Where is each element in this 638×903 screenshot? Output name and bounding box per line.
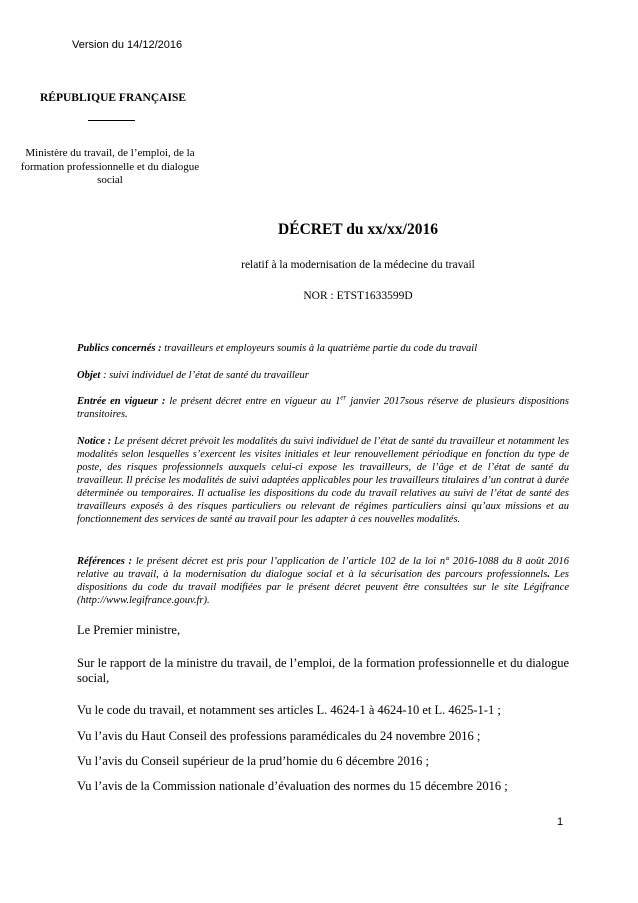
notice-label: Notice : bbox=[77, 436, 112, 447]
entree-paragraph bbox=[77, 395, 569, 421]
notice-text: Le présent décret prévoit les modalités du suivi individuel de l’état de santé du travailleur et notamment les modalités selon lesquelles s’exercent les visites initiales et leur renouvellement périodique en fonction du type de poste, des risques professionnels auxquels celui-ci expose les travailleurs, de l’âge et de l’état de santé du travailleur. Il précise les modalités de suivi adaptées applicables pour les travailleurs titulaires d’un contrat à durée déterminée ou temporaires. Il actualise les dispositions du code du travail relatives au suivi de l’état de santé des travailleurs exposés à des risques particuliers ou relevant de régimes particuliers ainsi qu’aux missions et au fonctionnement des services de santé au travail pour les adapter à ces nouvelles modalités. bbox=[77, 436, 569, 525]
entree-text-a: le présent décret entre en vigueur au 1 bbox=[165, 396, 341, 407]
references-paragraph bbox=[77, 555, 569, 607]
separator-rule bbox=[88, 120, 135, 121]
entree-sup: er bbox=[340, 393, 347, 402]
vu-commission: Vu l’avis de la Commission nationale d’évaluation des normes du 15 décembre 2016 ; bbox=[77, 779, 508, 793]
references-text-a: le présent décret est pris pour l’application de l’article 102 de la loi n° 2016-1088 du 8 août 2016 relative au travail, à la modernisation du dialogue social et à la sécurisation des parcours professionnels bbox=[77, 556, 569, 580]
decree-subtitle: relatif à la modernisation de la médecine du travail bbox=[241, 259, 475, 271]
version-date: Version du 14/12/2016 bbox=[72, 39, 183, 51]
page-number: 1 bbox=[557, 816, 564, 828]
entree-label: Entrée en vigueur : bbox=[77, 396, 166, 407]
references-text-b: Les dispositions du code du travail modifiées par le présent décret peuvent être consultées sur le site Légifrance (http://www.legifrance.gouv.fr). bbox=[77, 569, 570, 606]
objet-label: Objet bbox=[77, 370, 101, 381]
objet-paragraph bbox=[77, 369, 569, 382]
vu-conseil-superieur: Vu l’avis du Conseil supérieur de la prud’homie du 6 décembre 2016 ; bbox=[77, 754, 429, 768]
publics-label: Publics concernés : bbox=[77, 343, 162, 354]
objet-text: : suivi individuel de l’état de santé du travailleur bbox=[100, 370, 309, 381]
vu-haut-conseil: Vu l’avis du Haut Conseil des professions paramédicales du 24 novembre 2016 ; bbox=[77, 729, 481, 743]
references-dot: . bbox=[547, 569, 550, 580]
publics-text: travailleurs et employeurs soumis à la quatrième partie du code du travail bbox=[161, 343, 478, 354]
vu-code-travail: Vu le code du travail, et notamment ses articles L. 4624-1 à 4624-10 et L. 4625-1-1 ; bbox=[77, 703, 501, 717]
references-label: Références : bbox=[77, 556, 133, 567]
decree-nor: NOR : ETST1633599D bbox=[303, 290, 413, 302]
publics-paragraph bbox=[77, 342, 569, 355]
notice-paragraph bbox=[77, 435, 569, 526]
republic-heading: RÉPUBLIQUE FRANÇAISE bbox=[40, 92, 187, 104]
decree-title: DÉCRET du xx/xx/2016 bbox=[278, 221, 438, 238]
premier-ministre: Le Premier ministre, bbox=[77, 623, 181, 637]
ministry-name: Ministère du travail, de l’emploi, de la formation professionnelle et du dialogue social bbox=[20, 147, 200, 186]
rapport-paragraph: Sur le rapport de la ministre du travail, de l’emploi, de la formation professionnelle et du dialogue social, bbox=[77, 656, 569, 685]
entree-text-b: janvier 2017sous réserve de plusieurs dispositions transitoires. bbox=[77, 396, 569, 420]
